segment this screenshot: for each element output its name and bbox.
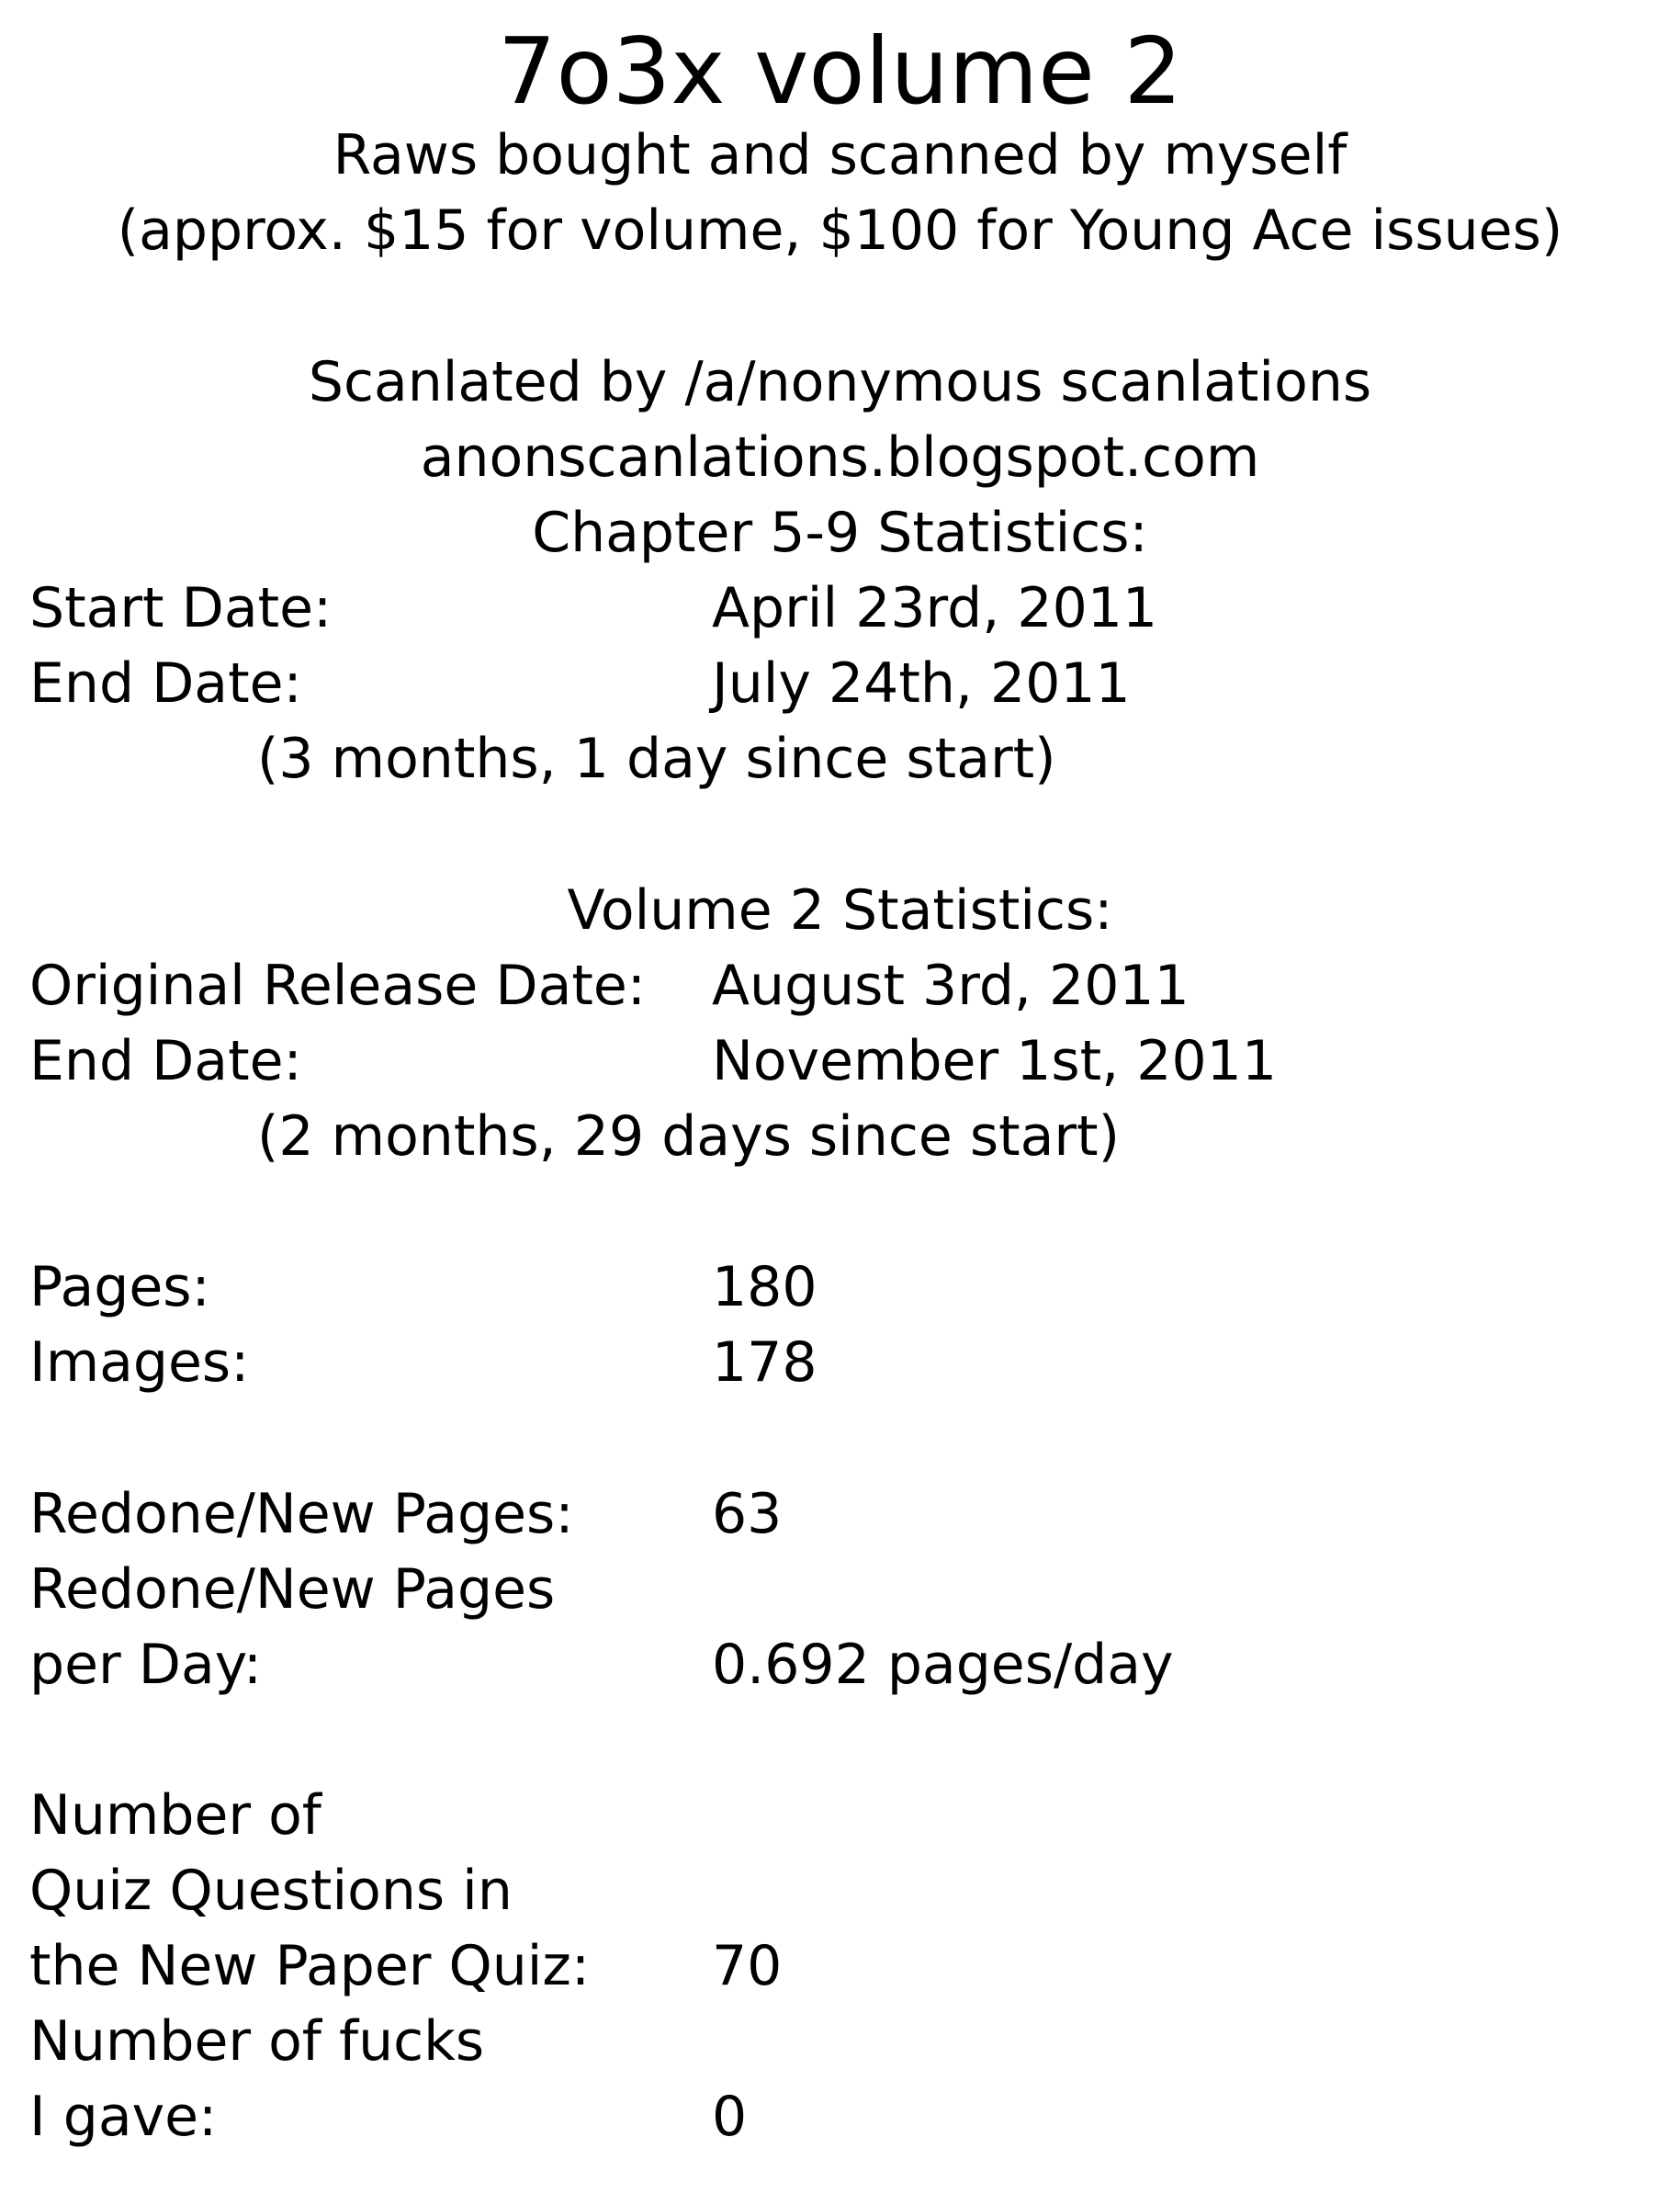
chapter-stats-heading: Chapter 5-9 Statistics: [532, 501, 1148, 565]
scanlator-credit: Scanlated by /a/nonymous scanlations [308, 350, 1372, 414]
pages-value: 180 [712, 1255, 817, 1319]
cost-note: (approx. $15 for volume, $100 for Young Ace issues) [117, 198, 1563, 263]
chapter-start-label: Start Date: [29, 576, 333, 640]
volume-release-label: Original Release Date: [29, 954, 646, 1018]
volume-stats-heading: Volume 2 Statistics: [567, 878, 1113, 943]
redone-label: Redone/New Pages: [29, 1482, 574, 1546]
volume-duration: (2 months, 29 days since start) [257, 1104, 1120, 1169]
site-url: anonscanlations.blogspot.com [420, 425, 1260, 490]
chapter-duration: (3 months, 1 day since start) [257, 727, 1056, 791]
volume-release-value: August 3rd, 2011 [712, 954, 1190, 1018]
quiz-label-3: the New Paper Quiz: [29, 1934, 591, 1998]
chapter-end-value: July 24th, 2011 [712, 651, 1131, 716]
redone-value: 63 [712, 1482, 783, 1546]
page-title: 7o3x volume 2 [497, 17, 1183, 125]
redone-per-day-value: 0.692 pages/day [712, 1633, 1174, 1697]
fucks-label-1: Number of fucks [29, 2009, 485, 2074]
fucks-value: 0 [712, 2085, 748, 2149]
volume-end-label: End Date: [29, 1029, 302, 1093]
chapter-end-label: End Date: [29, 651, 302, 716]
images-value: 178 [712, 1330, 817, 1395]
quiz-value: 70 [712, 1934, 783, 1998]
quiz-label-1: Number of [29, 1783, 321, 1848]
fucks-label-2: I gave: [29, 2085, 218, 2149]
chapter-start-value: April 23rd, 2011 [712, 576, 1158, 640]
images-label: Images: [29, 1330, 250, 1395]
redone-per-day-label-2: per Day: [29, 1633, 263, 1697]
redone-per-day-label-1: Redone/New Pages [29, 1557, 556, 1622]
quiz-label-2: Quiz Questions in [29, 1859, 513, 1923]
pages-label: Pages: [29, 1255, 210, 1319]
volume-end-value: November 1st, 2011 [712, 1029, 1277, 1093]
raws-note: Raws bought and scanned by myself [333, 123, 1347, 187]
